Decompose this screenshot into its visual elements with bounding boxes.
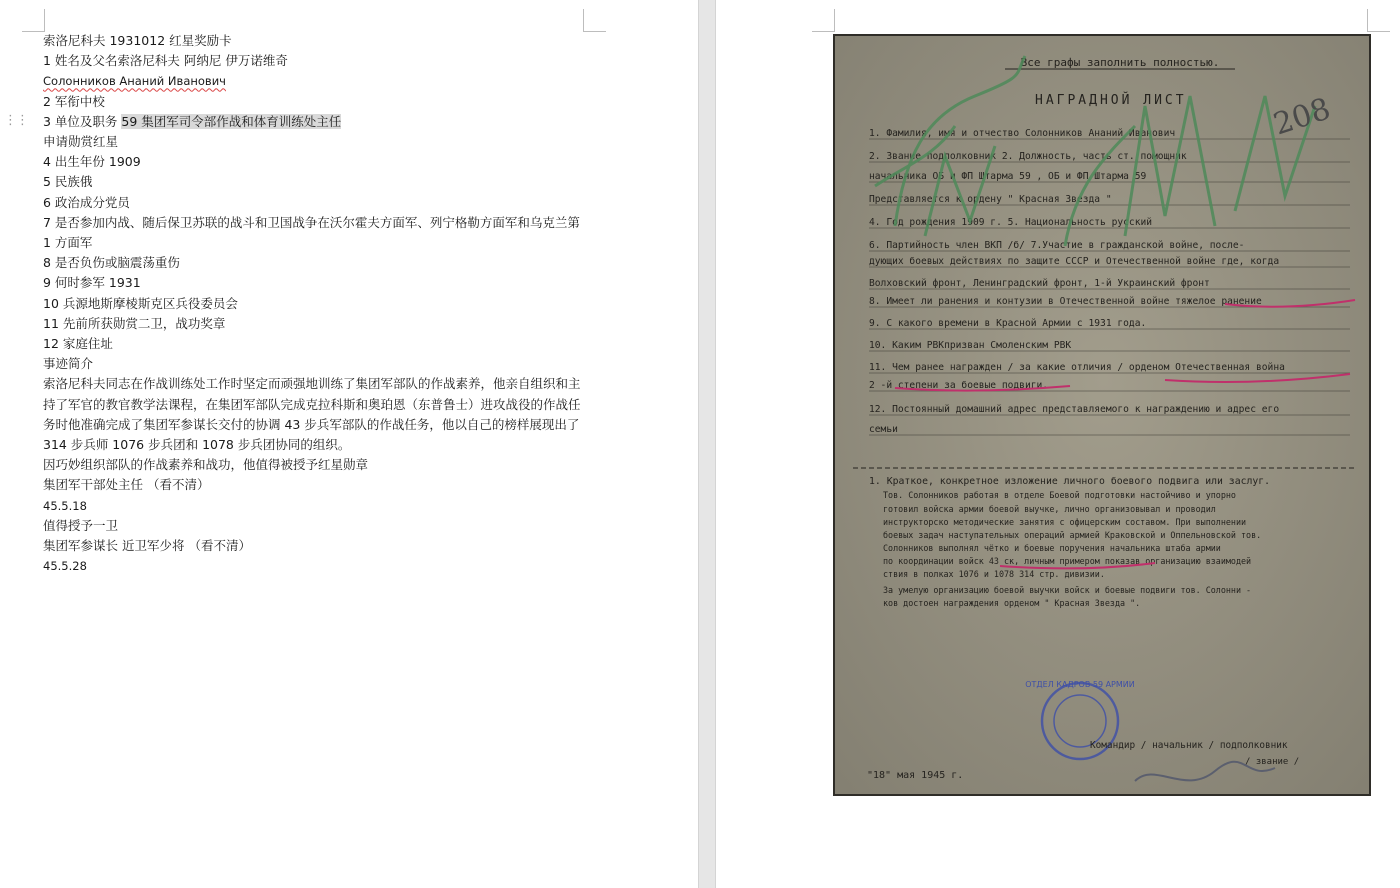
form-row-text: Волховский фронт, Ленинградский фронт, 1-й Украинский фронт [869,278,1210,289]
feat-description-line: За умелую организацию боевой выучки войск и боевые подвиги тов. Солонни - [883,585,1252,595]
text-paragraph: 7 是否参加内战、随后保卫苏联的战斗和卫国战争在沃尔霍夫方面军、列宁格勒方面军和乌克兰第 1 方面军 [43,214,580,251]
text-line: 值得授予一卫 [43,517,119,533]
sheet-title: НАГРАДНОЙ ЛИСТ [1035,93,1187,108]
scanned-award-sheet-image[interactable] [833,34,1371,796]
feat-description-line: ствия в полках 1076 и 1078 314 стр. дивизии. [883,569,1105,579]
sheet-date: "18" мая 1945 г. [867,770,964,781]
text-line: 12 家庭住址 [43,336,113,352]
feat-description-line: Солонников выполнял чётко и боевые поручения начальника штаба армии [883,543,1221,553]
document-text[interactable] [43,31,588,576]
text-line: 集团军干部处主任 （看不清） [43,477,210,493]
stamp-text: ОТДЕЛ КАДРОВ 59 АРМИИ [1025,680,1135,689]
text-line: 8 是否负伤或脑震荡重伤 [43,255,180,271]
form-row-text: начальника ОБ и ФП Штарма 59 , ОБ и ФП Штарма 59 [869,171,1147,182]
text-line: 因巧妙组织部队的作战素养和战功，他值得被授予红星勋章 [43,457,369,473]
signature-rank: / звание / [1245,757,1300,767]
text-line: 1 姓名及父名索洛尼科夫 阿纳尼 伊万诺维奇 [43,53,288,69]
form-row-text: 2. Звание подполковник 2. Должность, часть ст. помощник [869,151,1187,162]
spellcheck-underlined-text: Солонников Ананий Иванович [43,74,226,89]
text-line-selected [43,112,588,132]
award-sheet-drawing [835,36,1371,796]
left-document-page [0,0,698,888]
text-line-date: 45.5.18 [43,498,87,513]
text-line-russian-name [43,71,588,91]
text-paragraph: 索洛尼科夫同志在作战训练处工作时坚定而顽强地训练了集团军部队的作战素养，他亲自组织和主持了军官的教官教学法课程，在集团军部队完成克拉科斯和奥珀恩（东普鲁士）进攻战役的作战任务时他准确完成了集团军参谋长交付的协调 43 步兵军部队的作战任务，他以自己的榜样展现出了 314 步兵师 1076 步兵团和 1078 步兵团协同的组织。 [43,376,581,453]
form-row-text: 10. Каким РВКпризван Смоленским РВК [869,340,1072,351]
form-row-text: 2 -й степени за боевые подвиги. [869,380,1049,391]
text-line: 10 兵源地斯摩棱斯克区兵役委员会 [43,295,238,311]
text-line: 事迹简介 [43,356,94,372]
page-corner-mark-right [583,9,606,32]
text-line: 2 军衔中校 [43,93,105,109]
text-line: 索洛尼科夫 1931012 红星奖励卡 [43,33,232,48]
form-row-text: 4. Год рождения 1909 г. 5. Национальность русский [869,217,1153,228]
form-row-text: 1. Фамилия, имя и отчество Солонников Ананий Иванович [869,128,1176,139]
text-line: 申请勋赏红星 [43,134,119,150]
form-row-text: 6. Партийность член ВКП /б/ 7.Участие в гражданской войне, после- [869,240,1245,251]
text-line: 11 先前所获勋赏二卫，战功奖章 [43,315,226,331]
form-row-text: 9. С какого времени в Красной Армии с 1931 года. [869,318,1147,329]
feat-description-line: Тов. Солонников работая в отделе Боевой подготовки настойчиво и упорно [883,490,1236,500]
feat-description-line: боевых задач наступательных операций армией Краковской и Оппельновской тов. [883,530,1262,540]
text-line: 6 政治成分党员 [43,194,130,210]
page-corner-mark-left [22,9,45,32]
text-segment: 3 单位及职务 [43,113,122,129]
sheet-header-text: Все графы заполнить полностью. [1020,56,1220,69]
paragraph-drag-handle-icon[interactable]: ⋮⋮ [4,113,28,128]
form-row-text: 12. Постоянный домашний адрес представляемого к награждению и адрес его [869,404,1280,415]
highlighted-text: 59 集团军司令部作战和体育训练处主任 [121,113,342,129]
form-row-text: 8. Имеет ли ранения и контузии в Отечественной войне тяжелое ранение [869,296,1262,307]
text-line: 4 出生年份 1909 [43,154,141,170]
page-corner-mark-left [812,9,835,32]
text-line: 集团军参谋长 近卫军少将 （看不清） [43,538,251,554]
text-line: 5 民族俄 [43,174,93,190]
right-document-page [716,0,1400,888]
feat-section-title: 1. Краткое, конкретное изложение личного боевого подвига или заслуг. [869,476,1271,487]
text-line: 9 何时参军 1931 [43,275,141,291]
page-gutter [698,0,716,888]
feat-description-line: инструкторско методические занятия с офицерским составом. При выполнении [883,517,1247,527]
feat-description-lines [883,490,1261,608]
handwritten-number: 208 [1269,91,1335,143]
feat-description-line: ков достоен награждения орденом " Красная Звезда ". [883,598,1141,608]
signature-line: Командир / начальник / подполковник [1090,740,1288,751]
form-row-text: дующих боевых действиях по защите СССР и Отечественной войне где, когда [869,256,1280,267]
page-corner-mark-right [1367,9,1390,32]
feat-description-line: готовил войска армии боевой выучке, лично организовывал и проводил [883,504,1216,514]
form-row-text: Представляется к ордену " Красная Звезда " [869,194,1112,205]
form-row-text: 11. Чем ранее награжден / за какие отличия / орденом Отечественная война [869,362,1285,373]
feat-description-line: по координации войск 43 ск, личным примером показав организацию взаимодей [883,556,1252,566]
form-row-text: семьи [869,424,898,435]
text-line-date: 45.5.28 [43,559,87,574]
